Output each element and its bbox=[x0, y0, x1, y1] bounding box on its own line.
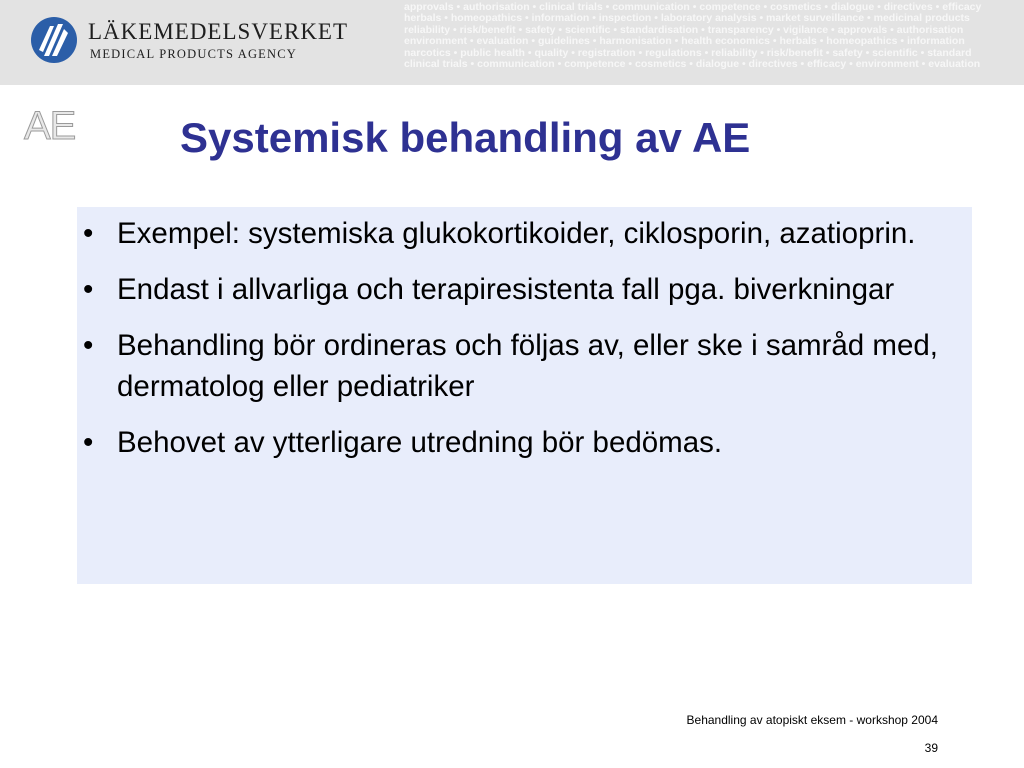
bullet-symbol: • bbox=[83, 426, 94, 459]
page-number: 39 bbox=[924, 741, 938, 755]
bullet-symbol: • bbox=[83, 217, 94, 250]
watermark-line: approvals • authorisation • clinical trials • communication • competence • cosmetics • dialogue • directives • efficacy bbox=[404, 2, 982, 13]
bullet-symbol: • bbox=[83, 273, 94, 306]
watermark-line: clinical trials • communication • competence • cosmetics • dialogue • directives • efficacy • environment • evaluation bbox=[404, 58, 981, 71]
watermark-line: narcotics • public health • quality • registration • regulations • reliability • risk/benefit • safety • scientific • standard bbox=[404, 46, 972, 59]
slide-title: Systemisk behandling av AE bbox=[180, 114, 751, 161]
bullet-text: Exempel: systemiska glukokortikoider, ciklosporin, azatioprin. bbox=[117, 217, 916, 250]
footer-caption: Behandling av atopiskt eksem - workshop 2004 bbox=[686, 713, 938, 727]
bullet-text: Behandling bör ordineras och följas av, eller ske i samråd med, dermatolog eller pediatriker bbox=[117, 329, 938, 403]
bullet-item bbox=[77, 422, 972, 463]
watermark-line: environment • evaluation • guidelines • harmonisation • health economics • herbals • homeopathics • information bbox=[404, 35, 965, 48]
bullet-item bbox=[77, 325, 972, 407]
watermark-line: reliability • risk/benefit • safety • scientific • standardisation • transparency • vigilance • approvals • authorisation bbox=[404, 23, 964, 36]
bullet-list bbox=[77, 207, 972, 463]
bullet-symbol: • bbox=[83, 329, 94, 362]
agency-emblem-icon bbox=[30, 16, 78, 64]
watermark-text-block bbox=[404, 2, 1024, 82]
content-panel bbox=[77, 207, 972, 584]
bullet-text: Endast i allvarliga och terapiresistenta fall pga. biverkningar bbox=[117, 273, 895, 306]
bullet-item bbox=[77, 213, 972, 254]
header-banner bbox=[0, 0, 1024, 85]
bullet-text: Behovet av ytterligare utredning bör bedömas. bbox=[117, 426, 723, 459]
bullet-item bbox=[77, 269, 972, 310]
section-badge: AE bbox=[24, 104, 76, 148]
agency-name: LÄKEMEDELSVERKET bbox=[88, 19, 349, 44]
agency-subtitle: MEDICAL PRODUCTS AGENCY bbox=[90, 47, 298, 61]
watermark-line: herbals • homeopathics • information • inspection • laboratory analysis • market surveillance • medicinal products bbox=[404, 12, 970, 25]
